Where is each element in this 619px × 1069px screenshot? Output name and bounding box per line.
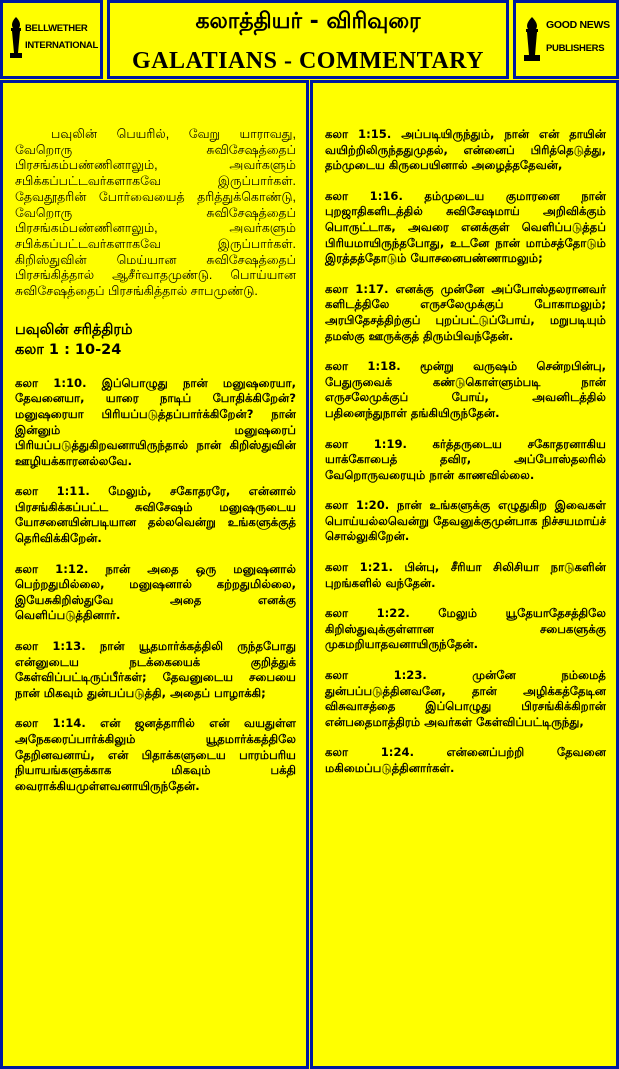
- good-news-logo-line2: PUBLISHERS: [546, 43, 605, 54]
- torch-icon: [9, 17, 23, 59]
- verse-paragraph: கலா 1:24. என்னைப்பற்றி தேவனை மகிமைப்படுத்தினார்கள்.: [325, 745, 606, 775]
- section-heading: [15, 320, 296, 360]
- verse-paragraph: கலா 1:15. அப்படியிருந்தும், நான் என் தாயின் வயிற்றிலிருந்ததுமுதல், என்னைப் பிரித்தெடுத்து, தம்முடைய கிருபையினால் அழைத்ததேவன்,: [325, 127, 606, 173]
- bellwether-logo: [0, 0, 103, 79]
- section-heading-title: பவுலின் சரித்திரம்: [15, 321, 133, 338]
- verse-paragraph: கலா 1:17. எனக்கு முன்னே அப்போஸ்தலரானவர் களிடத்திலே எருசலேமுக்குப் போகாமலும்; அரபிதேசத்திற்குப் புறப்பட்டுப்போய், மறுபடியும் தமஸ்கு ஊருக்குத் திரும்பிவந்தேன்.: [325, 281, 606, 343]
- good-news-logo-line1: GOOD NEWS: [546, 19, 610, 31]
- bellwether-logo-text: [25, 23, 98, 51]
- right-column: [310, 80, 619, 1069]
- verse-paragraph: கலா 1:19. கர்த்தருடைய சகோதரனாகிய யாக்கோபைத் தவிர, அப்போஸ்தலரில் வேறொருவரையும் நான் காணவில்லை.: [325, 436, 606, 482]
- verse-paragraph: கலா 1:22. மேலும் யூதேயாதேசத்திலே கிறிஸ்துவுக்குள்ளான சபைகளுக்கு முகமறியாதவனாயிருந்தேன்.: [325, 606, 606, 652]
- verse-paragraph: கலா 1:21. பின்பு, சீரியா சிலிசியா நாடுகளின் புறங்களில் வந்தேன்.: [325, 560, 606, 590]
- verse-paragraph: கலா 1:12. நான் அதை ஒரு மனுஷனால் பெற்றதுமில்லை, மனுஷனால் கற்றதுமில்லை, இயேசுகிறிஸ்துவே அதை எனக்கு வெளிப்படுத்தினார்.: [15, 561, 296, 623]
- verse-paragraph: கலா 1:20. நான் உங்களுக்கு எழுதுகிற இவைகள் பொய்யல்லவென்று தேவனுக்குமுன்பாக நிச்சயமாய்ச் சொல்லுகிறேன்.: [325, 498, 606, 544]
- left-column: [0, 80, 309, 1069]
- verse-paragraph: கலா 1:13. நான் யூதமார்க்கத்திலி ருந்தபோது என்னுடைய நடக்கையைக் குறித்துக் கேள்விப்பட்டிருப்பீர்கள்; தேவனுடைய சபையை நான் மிகவும் துன்பப்படுத்தி, அதைப் பாழாக்கி;: [15, 639, 296, 700]
- logo-line2: INTERNATIONAL: [25, 40, 98, 51]
- verse-paragraph: கலா 1:16. தம்முடைய குமாரனை நான் புறஜாதிகளிடத்தில் சுவிசேஷமாய் அறிவிக்கும் பொருட்டாக, அவரை எனக்குள் வெளிப்படுத்தப் பிரியமாயிருந்தபோது, உடனே நான் மாம்சத்தோடும் இரத்தத்தோடும் யோசனைபண்ணாமலும்;: [325, 188, 606, 266]
- verse-paragraph: கலா 1:10. இப்பொழுது நான் மனுஷரையா, தேவனையா, யாரை நாடிப் போதிக்கிறேன்? மனுஷரையா பிரியப்படுத்தப்பார்க்கிறேன்? நான் இன்னும் மனுஷரைப் பிரியப்படுத்துகிறவனாயிருந்தால் நான் கிறிஸ்துவின் ஊழியக்காரனல்லவே.: [15, 375, 296, 468]
- section-heading-reference: கலா 1 : 10-24: [15, 341, 122, 358]
- verse-paragraph: கலா 1:23. முன்னே நம்மைத் துன்பப்படுத்தினவனே, தான் அழிக்கத்தேடின விசுவாசத்தை இப்பொழுது பிரசங்கிக்கிறான் என்பதைமாத்திரம் அவர்கள் கேள்விப்பட்டிருந்து,: [325, 668, 606, 729]
- logo-line1: BELLWETHER: [25, 23, 88, 34]
- torch-icon: [522, 17, 542, 63]
- good-news-logo: [513, 0, 619, 79]
- verse-paragraph: கலா 1:18. மூன்று வருஷம் சென்றபின்பு, பேதுருவைக் கண்டுகொள்ளும்படி நான் எருசலேமுக்குப் போய், அவனிடத்தில் பதினைந்துநாள் தங்கியிருந்தேன்.: [325, 359, 606, 420]
- title-box: [107, 0, 509, 79]
- verse-paragraph: கலா 1:11. மேலும், சகோதரரே, என்னால் பிரசங்கிக்கப்பட்ட சுவிசேஷம் மனுஷருடைய யோசனையின்படியான தல்லவென்று உங்களுக்குத் தெரிவிக்கிறேன்.: [15, 484, 296, 546]
- intro-paragraph: பவுலின் பெயரில், வேறு யாராவது, வேறொரு சுவிசேஷத்தைப் பிரசங்கம்பண்ணினாலும், அவர்களும் சபிக்கப்பட்டவர்களாகவே இருப்பார்கள். தேவதூதரின் போர்வையைத் தரித்துக்கொண்டு, வேறொரு சுவிசேஷத்தைப் பிரசங்கம்பண்ணினாலும், அவர்களும் சபிக்கப்பட்டவர்களாகவே இருப்பார்கள். கிறிஸ்துவின் மெய்யான சுவிசேஷத்தைப் பிரசங்கித்தால் ஆசீர்வாதமுண்டு. பொய்யான சுவிசேஷத்தைப் பிரசங்கித்தால் சாபமுண்டு.: [15, 127, 296, 299]
- page-title-english: GALATIANS - COMMENTARY: [132, 48, 484, 74]
- verse-paragraph: கலா 1:14. என் ஜனத்தாரில் என் வயதுள்ள அநேகரைப்பார்க்கிலும் யூதமார்க்கத்திலே தேறினவனாய், என் பிதாக்களுடைய பாரம்பரிய நியாயங்களுக்காக மிகவும் பக்தி வைராக்கியமுள்ளவனாயிருந்தேன்.: [15, 716, 296, 793]
- page-title-tamil: கலாத்தியர் - விரிவுரை: [195, 9, 421, 34]
